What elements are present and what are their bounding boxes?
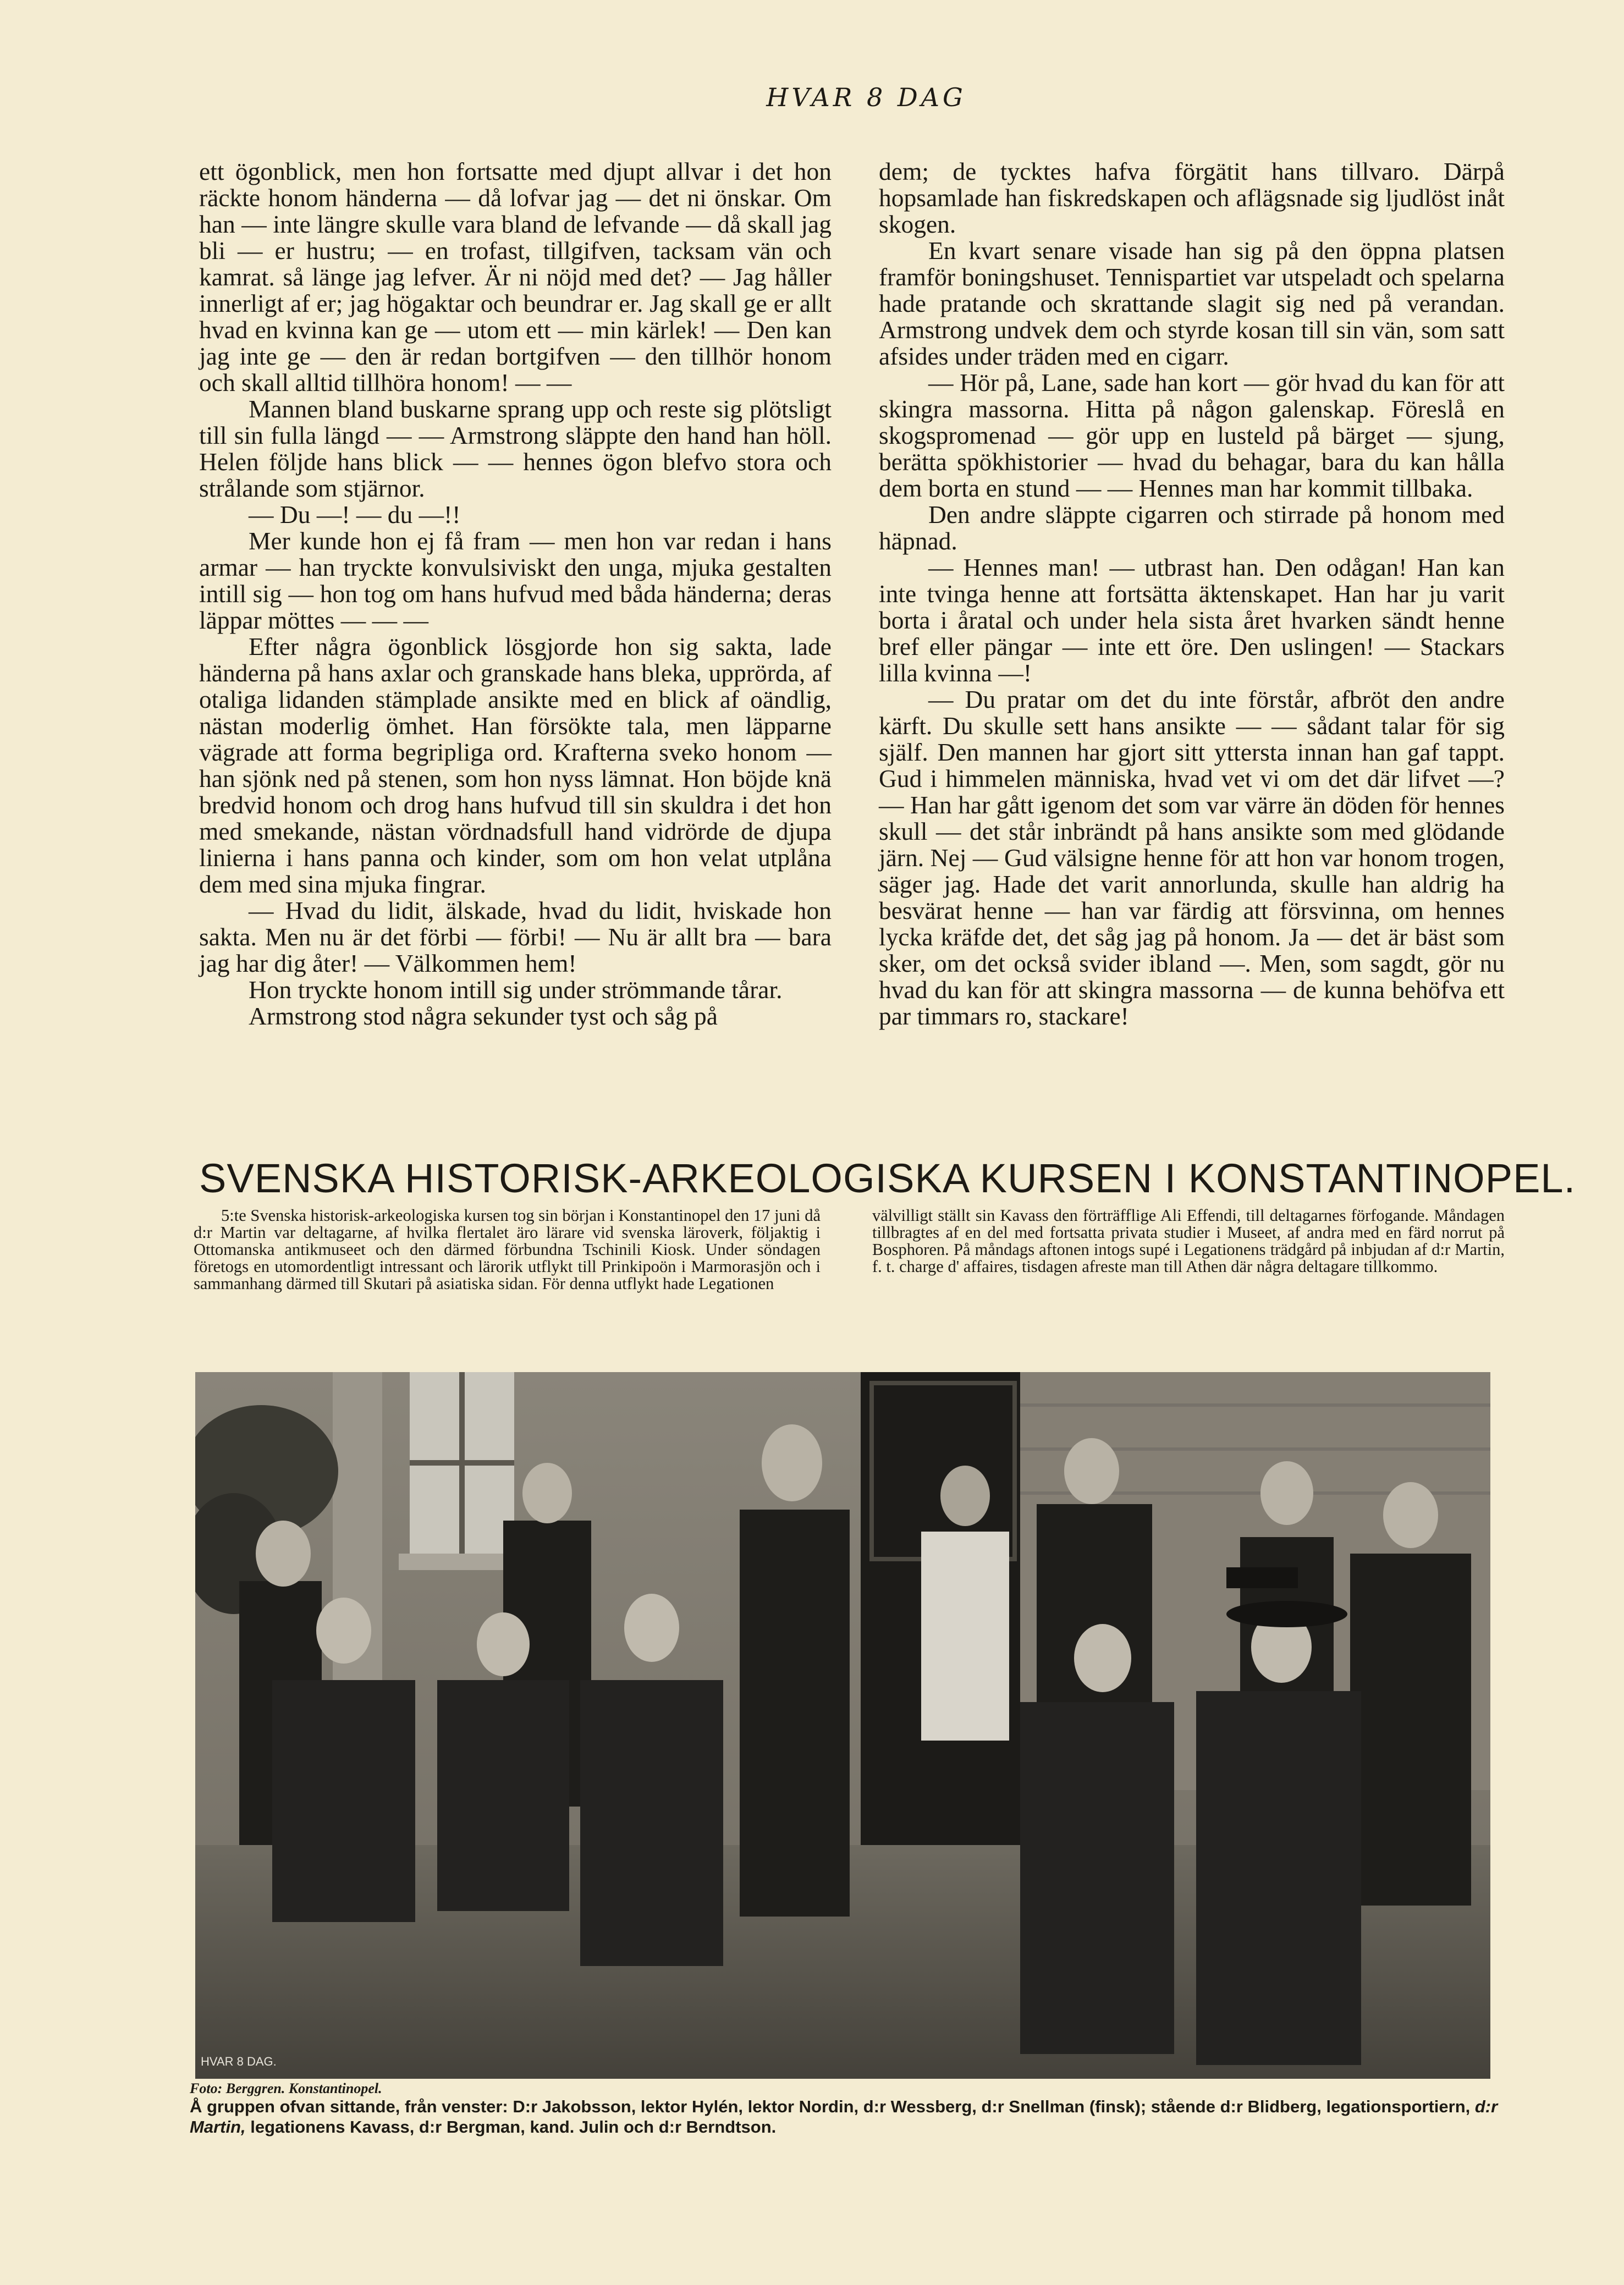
story-paragraph: dem; de tycktes hafva förgätit hans tillvaro. Därpå hopsamlade han fiskredskapen och aflägsnade sig ljudlöst inåt skogen. <box>879 157 1505 238</box>
news-paragraph: välvilligt ställt sin Kavass den förträfflige Ali Effendi, till deltagarnes förfogande. Måndagen tillbragtes af en del med fortsatta privata studier i Museet, af andra med en färd norrut på Bosphoren. På måndags aftonen intogs supé i Legationens trädgård på inbjudan af d:r Martin, f. t. charge d' affaires, tisdagen afreste man till Athen där några deltagare tillkommo. <box>872 1206 1505 1276</box>
story-paragraph: — Du —! — du —!! <box>249 500 461 528</box>
news-left-column <box>194 1207 821 1292</box>
story-paragraph: Efter några ögonblick lösgjorde hon sig sakta, lade händerna på hans axlar och granskade hans bleka, upprörda, af otaliga lidanden stämplade ansikte med en blick af oändlig, nästan moderlig ömhet. Han försökte tala, men läpparne vägrade att forma begripliga ord. Krafterna sveko honom — han sjönk ned på stenen, som hon nyss lämnat. Hon böjde knä bredvid honom och drog hans hufvud till sin skuldra i det hon med smekande, nästan vördnadsfull hand vidrörde de djupa linierna i hans panna och kinder, som om hon velat utplåna dem med sina mjuka fingrar. <box>199 632 832 898</box>
photo-caption <box>190 2096 1515 2137</box>
story-paragraph: — Du pratar om det du inte förstår, afbröt den andre kärft. Du skulle sett hans ansikte — — sådant talar för sig själf. Den mannen har gjort sitt yttersta innan han gaf tappt. Gud i himmelen människa, hvad vet vi om det där lifvet —?— Han har gått igenom det som var värre än döden för hennes skull — det står inbrändt på hans ansikte som med glödande järn. Nej — Gud välsigne henne för att hon var honom trogen, säger jag. Hade det varit annorlunda, skulle han aldrig ha besvärat henne — han var färdig att försvinna, om hennes lycka kräfde det, det såg jag på honom. Ja — det är bäst som sker, om det också svider ibland —. Men, som sagdt, gör nu hvad du kan för att skingra massorna — de kunna behöfva ett par timmars ro, stackare! <box>879 685 1505 1030</box>
story-paragraph: — Hör på, Lane, sade han kort — gör hvad du kan för att skingra massorna. Hitta på någon galenskap. Föreslå en skogspromenad — gör upp en lusteld på bärget — sjung, berätta spökhistorier — hvad du behagar, bara du kan hålla dem borta en stund — — Hennes man har kommit tillbaka. <box>879 368 1505 502</box>
photo-credit: Foto: Berggren. Konstantinopel. <box>190 2080 382 2096</box>
group-photo-illustration <box>195 1372 1490 2079</box>
story-paragraph: En kvart senare visade han sig på den öppna platsen framför boningshuset. Tennispartiet var utspeladt och spelarna hade pratande och skrattande slagit sig ned på verandan. Armstrong undvek dem och styrde kosan till sin vän, som satt afsides under träden med en cigarr. <box>879 236 1505 370</box>
photo-watermark: HVAR 8 DAG. <box>201 2055 277 2068</box>
story-paragraph: Mer kunde hon ej få fram — men hon var redan i hans armar — han tryckte konvulsiviskt den unga, mjuka gestalten intill sig — hon tog om hans hufvud med båda händerna; deras läppar möttes — — — <box>199 527 832 634</box>
story-paragraph: — Hennes man! — utbrast han. Den odågan! Han kan inte tvinga henne att fortsätta äktenskapet. Han har ju varit borta i åratal och under hela sista året hvarken sändt henne bref eller pängar — inte ett öre. Den uslingen! — Stackars lilla kvinna —! <box>879 553 1505 687</box>
caption-text: Å gruppen ofvan sittande, från venster: D:r Jakobsson, lektor Hylén, lektor Nordin, d:r Wessberg, d:r Snellman (finsk); stående d:r Blidberg, legationsportiern, <box>190 2097 1475 2116</box>
news-headline: SVENSKA HISTORISK-ARKEOLOGISKA KURSEN I KONSTANTINOPEL. <box>199 1155 1576 1201</box>
group-photograph <box>195 1372 1490 2079</box>
story-paragraph: Den andre släppte cigarren och stirrade på honom med häpnad. <box>879 500 1505 555</box>
story-paragraph: Mannen bland buskarne sprang upp och reste sig plötsligt till sin fulla längd — — Armstrong släppte den hand han höll. Helen följde hans blick — — hennes ögon blefvo stora och strålande som stjärnor. <box>199 395 832 502</box>
news-right-column <box>872 1207 1505 1275</box>
caption-italic-name: d:r Martin, <box>190 2097 1498 2137</box>
story-paragraph: Armstrong stod några sekunder tyst och såg på <box>249 1002 718 1030</box>
caption-text: legationens Kavass, d:r Bergman, kand. Julin och d:r Berndtson. <box>245 2117 777 2137</box>
story-paragraph: ett ögonblick, men hon fortsatte med djupt allvar i det hon räckte honom händerna — då lofvar jag — det ni önskar. Om han — inte längre skulle vara bland de lefvande — då skall jag bli — er hustru; — en trofast, tillgifven, tacksam vän och kamrat. så länge jag lefver. Är ni nöjd med det? — Jag håller innerligt af er; jag högaktar och beundrar er. Jag skall ge er allt hvad en kvinna kan ge — utom ett — min kärlek! — Den kan jag inte ge — den är redan bortgifven — den tillhör honom och skall alltid tillhöra honom! — — <box>199 157 832 397</box>
story-paragraph: Hon tryckte honom intill sig under strömmande tårar. <box>249 976 783 1004</box>
masthead: HVAR 8 DAG <box>766 82 966 112</box>
news-paragraph: 5:te Svenska historisk-arkeologiska kursen tog sin början i Konstantinopel den 17 juni då d:r Martin var deltagarne, af hvilka flertalet äro lärare vid svenska läroverk, följaktig i Ottomanska antikmuseet och den därmed förbundna Tschinili Kiosk. Under söndagen företogs en utomordentligt intressant och lärorik utflykt till Prinkipoön i Marmorasjön och i sammanhang därmed till Skutari på asiatiska sidan. För denna utflykt hade Legationen <box>194 1206 821 1293</box>
story-paragraph: — Hvad du lidit, älskade, hvad du lidit, hviskade hon sakta. Men nu är det förbi — förbi! — Nu är allt bra — bara jag har dig åter! — Välkommen hem! <box>199 896 832 977</box>
story-left-column <box>199 158 832 1029</box>
story-right-column <box>879 158 1505 1029</box>
